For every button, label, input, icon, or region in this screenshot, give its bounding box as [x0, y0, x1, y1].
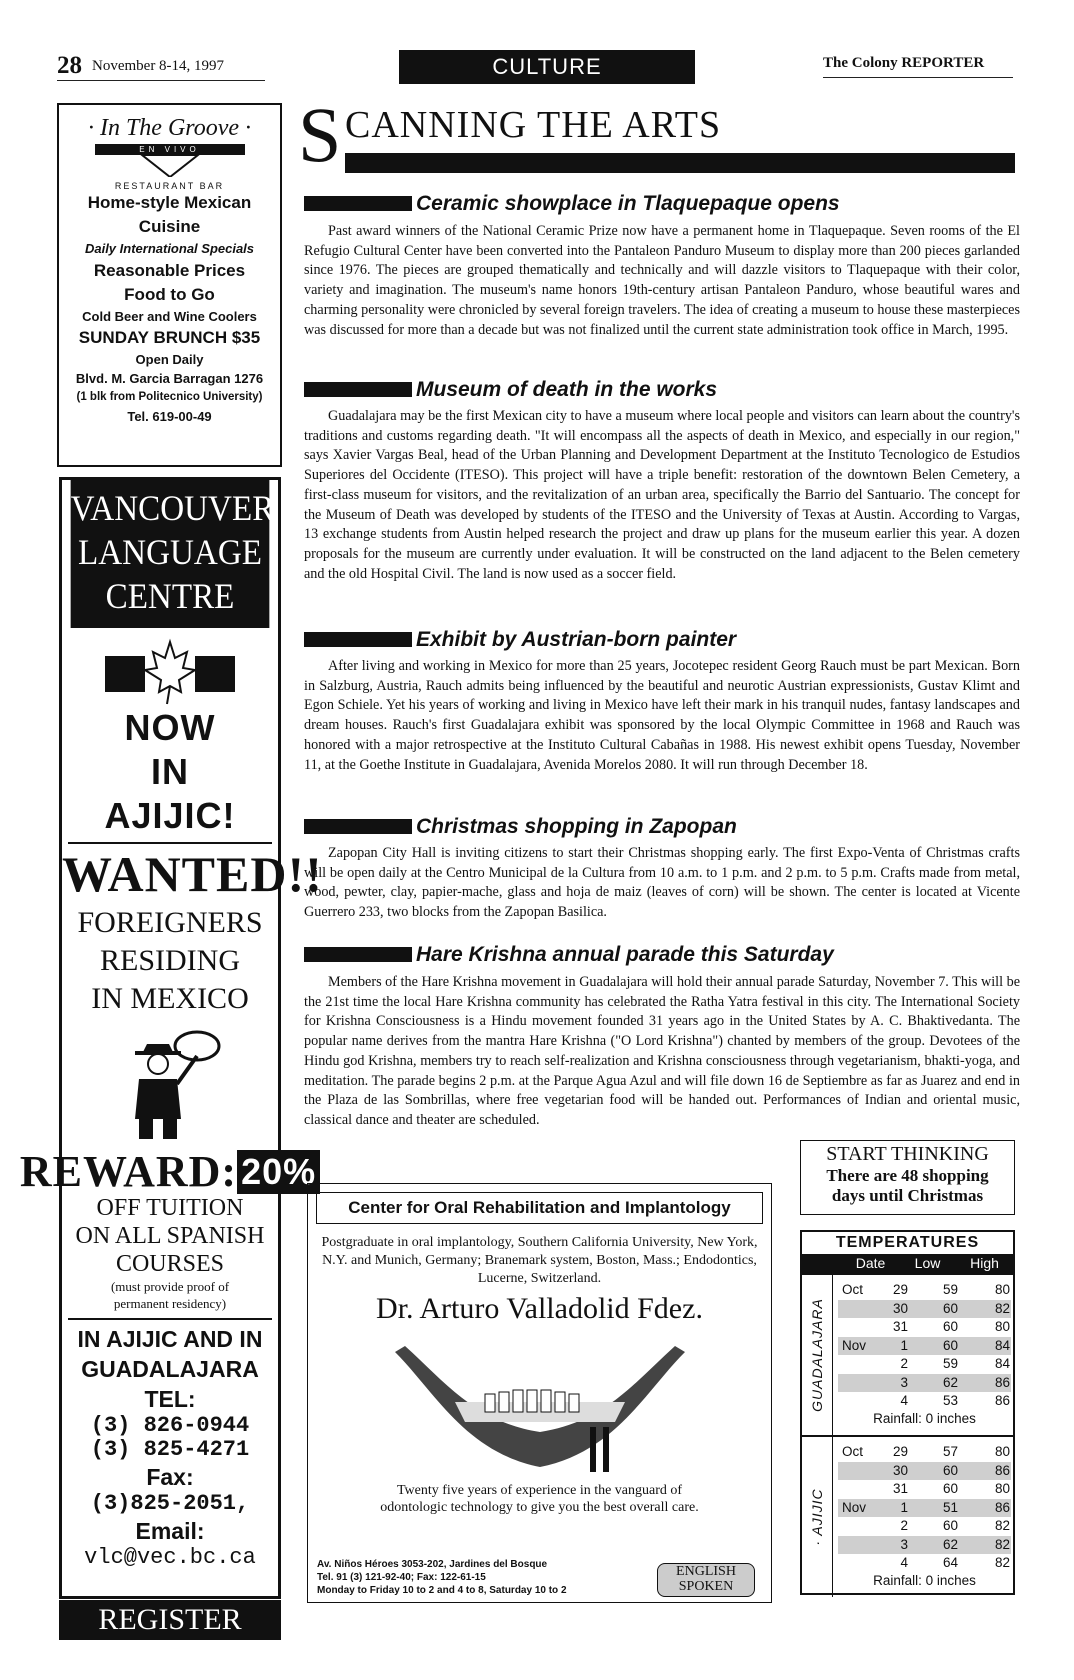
section-title-initial: S — [298, 91, 342, 178]
vancouver-tel-label: TEL: — [144, 1386, 196, 1412]
temperature-row: 30 60 82 — [838, 1300, 1011, 1318]
vancouver-fax: (3)825-2051, — [90, 1491, 250, 1516]
city-block — [802, 1273, 1013, 1435]
vancouver-proof-2: permanent residency) — [113, 1296, 227, 1311]
cowboy-lasso-icon — [105, 1024, 235, 1144]
restaurant-line-9: Blvd. M. Garcia Barragan 1276 — [75, 371, 264, 386]
vancouver-off-2: ON ALL SPANISH — [75, 1223, 265, 1249]
city-label: · AJIJIC — [802, 1437, 833, 1597]
vancouver-off-3: COURSES — [115, 1251, 225, 1277]
restaurant-line-3: Daily International Specials — [84, 241, 255, 256]
header-rule-right — [823, 77, 1013, 78]
vancouver-language-ad — [19, 477, 323, 1599]
temperatures-title: TEMPERATURES — [835, 1234, 980, 1251]
vancouver-in: IN — [151, 751, 189, 792]
temperature-row: 4 53 86 — [900, 1393, 1010, 1408]
page-number: 28 — [57, 52, 82, 79]
vancouver-proof-1: (must provide proof of — [110, 1279, 230, 1294]
temperatures-column-headers — [802, 1254, 1013, 1273]
dentist-address-1: Av. Niños Héroes 3053-202, Jardines del Bosque — [317, 1559, 548, 1570]
temperature-row: Nov 1 51 86 — [838, 1499, 1011, 1517]
dentist-footer-2: odontologic technology to give you the best overall care. — [380, 1500, 699, 1515]
vancouver-head-1: VANCOUVER — [70, 488, 275, 528]
dentist-credentials: Postgraduate in oral implantology, Southern California University, New York, N.Y. and Munich, Germany; Branemark system, Boston, Mass.; Endodontics, Lucerne, Switzerland. — [321, 1235, 758, 1286]
vancouver-tel-2: (3) 825-4271 — [90, 1437, 250, 1462]
vancouver-head-2: LANGUAGE — [78, 532, 262, 572]
vancouver-in-mexico: IN MEXICO — [91, 982, 249, 1015]
article-1-headline: Ceramic showplace in Tlaquepaque opens — [304, 192, 840, 216]
vancouver-reward: REWARD: — [19, 1147, 238, 1196]
restaurant-line-10: (1 blk from Politecnico University) — [76, 391, 263, 403]
dentist-footer-1: Twenty five years of experience in the vanguard of — [396, 1483, 683, 1498]
restaurant-line-2: Cuisine — [138, 217, 201, 236]
vancouver-tel-1: (3) 826-0944 — [90, 1413, 250, 1438]
vancouver-off-1: OFF TUITION — [96, 1195, 244, 1221]
jaw-implant-icon — [375, 1332, 705, 1482]
section-title-bar — [345, 153, 1015, 173]
temperatures-table — [800, 1230, 1015, 1595]
header-rule-left — [57, 80, 265, 81]
restaurant-line-6: Cold Beer and Wine Coolers — [82, 309, 257, 324]
restaurant-logo: · In The Groove · — [87, 115, 252, 141]
dentist-address — [317, 1558, 647, 1597]
dentist-address-2: Tel. 91 (3) 121-92-40; Fax: 122-61-15 — [317, 1572, 486, 1583]
temperature-row: 3 62 86 — [838, 1374, 1011, 1392]
vancouver-fax-label: Fax: — [146, 1464, 194, 1490]
article-2-headline: Museum of death in the works — [304, 378, 717, 402]
article-4-headline: Christmas shopping in Zapopan — [304, 815, 737, 839]
temperatures-cities — [802, 1273, 1013, 1597]
dentist-address-3: Monday to Friday 10 to 2 and 4 to 8, Saturday 10 to 2 — [317, 1585, 567, 1596]
dentist-footer — [308, 1482, 771, 1516]
vancouver-ajijic: AJIJIC! — [104, 795, 236, 836]
dentist-heading: Center for Oral Rehabilitation and Implantology — [316, 1192, 763, 1224]
temperature-row: Oct 29 57 80 — [842, 1444, 1010, 1459]
temperature-row: Nov 1 60 84 — [838, 1337, 1011, 1355]
city-label: GUADALAJARA — [802, 1275, 833, 1435]
countdown-line-1: START THINKING — [826, 1143, 989, 1165]
temperature-row: 31 60 80 — [892, 1481, 1010, 1496]
temperature-row: 2 59 84 — [900, 1356, 1010, 1371]
dentist-name: Dr. Arturo Valladolid Fdez. — [376, 1292, 703, 1325]
temperature-row: 2 60 82 — [900, 1518, 1010, 1533]
temperature-row: Oct 29 59 80 — [842, 1282, 1010, 1297]
vancouver-now: NOW — [124, 707, 216, 748]
column-low: Low — [914, 1255, 941, 1271]
restaurant-line-8: Open Daily — [135, 352, 204, 367]
restaurant-ad — [57, 103, 282, 467]
restaurant-line-11: Tel. 619-00-49 — [127, 409, 212, 424]
vancouver-email-label: Email: — [135, 1518, 205, 1544]
restaurant-arc-text: RESTAURANT BAR — [114, 181, 225, 191]
restaurant-line-1: Home-style Mexican — [87, 193, 252, 212]
maple-leaf-flag-icon — [105, 636, 235, 706]
article-3-body: After living and working in Mexico for more than 25 years, Jocotepec resident Georg Rauch must be part Mexican. Born in Salzburg, Austria, Rauch admits being influenced by the beautiful and neurotic Austrian expressionists, Gustav Klimt and Egon Schiele. Yet his years of working and living in Mexico have left their mark in his tranquil nudes, fantasy landscapes and dream houses. Rauch's first Guadalajara exhibit was sponsored by the local Olympic Committee in 1968 and Rauch was honored with a major retrospective at the Instituto Cultural Cabañas in 1988. His newest exhibit opens Tuesday, November 11, at the Goethe Institute in Guadalajara, Avenida Morelos 2080. It will run through December 18. — [304, 658, 1020, 773]
article-5-headline: Hare Krishna annual parade this Saturday — [304, 943, 834, 967]
section-title: CANNING THE ARTS — [345, 104, 722, 146]
vancouver-residing: RESIDING — [100, 944, 240, 977]
temperature-row: 4 64 82 — [900, 1555, 1010, 1570]
dentist-ad — [307, 1183, 772, 1603]
article-5-body: Members of the Hare Krishna movement in Guadalajara will hold their annual parade Saturday, November 7. This will be the 21st time the local Hare Krishna community has celebrated the Ratha Yatra festival in this city. The International Society for Krishna Consciousness is a Hindu movement founded 31 years ago in the United States by A. C. Bhaktivedanta. The popular name derives from the mantra Hare Krishna ("O Lord Krishna") chanted by members of the group. Devotees of the Hindu god Krishna, members try to reach self-realization and Krishna consciousness through vegetarianism, bhakti-yoga, and meditation. The parade begins 2 p.m. at the Parque Agua Azul and will file down 16 de Septiembre as far as Juarez and end in the Plaza de las Sombrillas, where free vegetarian food will be handed out. Performances of Indian and oriental music, classical dance and theater are scheduled. — [304, 974, 1020, 1128]
column-date: Date — [855, 1255, 886, 1271]
christmas-countdown-box — [800, 1140, 1015, 1215]
countdown-line-3: days until Christmas — [831, 1186, 984, 1205]
section-banner: CULTURE — [399, 50, 695, 84]
countdown-line-2: There are 48 shopping — [826, 1166, 989, 1185]
vancouver-wanted: WANTED!! — [62, 846, 323, 902]
article-2-body: Guadalajara may be the first Mexican city to have a museum where local people and visitors can learn about the country's traditions and customs regarding death. "It will encompass all the aspects of death in Mexico, and especially in our region," says Xavier Vargas Beal, head of the Urban Planning and Development Department at the Instituto Tecnologico de Estudios Superiores del Occidente (ITESO). This project will have a triple benefit: restoration of the downtown Belen Cemetery, a first-class museum for visitors, and the revitalization of an urban area, specifically the Barrio del Santuario. The concept for the Museum of Death was developed by students of the ITESO and the University of Texas at Austin. According to Vargas, 13 exchange students from Austin helped research the project and draw up plans for the museum earlier this year. A dozen proposals for the museum are currently under evaluation. It will be constructed on the land adjacent to the Belen cemetery and the old Hospital Civil. The land is now used as a soccer field. — [304, 408, 1020, 582]
english-spoken-badge: ENGLISH SPOKEN — [657, 1563, 755, 1597]
rainfall: Rainfall: 0 inches — [873, 1572, 976, 1588]
article-1-body: Past award winners of the National Ceramic Prize now have a permanent home in Tlaquepaque. Seven rooms of the El Refugio Cultural Center have been converted into the Pantaleon Panduro Museum to display more than 200 pieces garlanded since 1976. The pieces are grouped thematically and technically and will dazzle visitors to Tlaquepaque with their color, variety and imagination. The museum's name honors 19th-century artisan Pantaleon Panduro, whose beautiful wares and charming personality were chronicled by several foreign travelers. The idea of creating a museum to house these masterpieces was discussed for more than a decade but was not finalized until the current state administration took office in March, 1995. — [304, 223, 1020, 338]
column-high: High — [970, 1255, 999, 1271]
vancouver-foreigners: FOREIGNERS — [77, 906, 263, 939]
restaurant-line-7: SUNDAY BRUNCH $35 — [78, 328, 261, 347]
temperature-row: 30 60 86 — [838, 1462, 1011, 1480]
vancouver-location-1: IN AJIJIC AND IN — [77, 1326, 263, 1352]
restaurant-logo-triangle-icon — [140, 155, 200, 177]
vancouver-register-banner: REGISTER NOW! — [59, 1600, 281, 1640]
vancouver-location-2: GUADALAJARA — [81, 1356, 259, 1382]
city-block — [802, 1435, 1013, 1597]
vancouver-discount: 20% — [237, 1150, 320, 1194]
vancouver-head-3: CENTRE — [105, 576, 235, 616]
restaurant-logo-strip: EN VIVO — [95, 144, 245, 155]
restaurant-line-5: Food to Go — [124, 285, 215, 304]
paper-name: The Colony REPORTER — [823, 55, 985, 71]
rainfall: Rainfall: 0 inches — [873, 1410, 976, 1426]
temperature-row: 31 60 80 — [892, 1319, 1010, 1334]
article-4-body: Zapopan City Hall is inviting citizens to start their Christmas shopping early. The first Expo-Venta of Christmas crafts will be open daily at the Centro Municipal de la Cultura from 10 a.m. to 1 p.m. and 2 p.m. to 5 p.m. Crafts made from metal, wood, pewter, clay, papier-mache, glass and hoja de maiz (leaves of corn) will be shown. The center is located at Vicente Guerrero 233, two blocks from the Zapopan Basilica. — [304, 845, 1020, 921]
vancouver-header — [70, 480, 275, 628]
restaurant-line-4: Reasonable Prices — [93, 261, 246, 280]
issue-date: November 8-14, 1997 — [92, 58, 225, 74]
vancouver-email: vlc@vec.bc.ca — [84, 1545, 256, 1570]
article-3-headline: Exhibit by Austrian-born painter — [304, 628, 736, 652]
temperature-row: 3 62 82 — [838, 1536, 1011, 1554]
